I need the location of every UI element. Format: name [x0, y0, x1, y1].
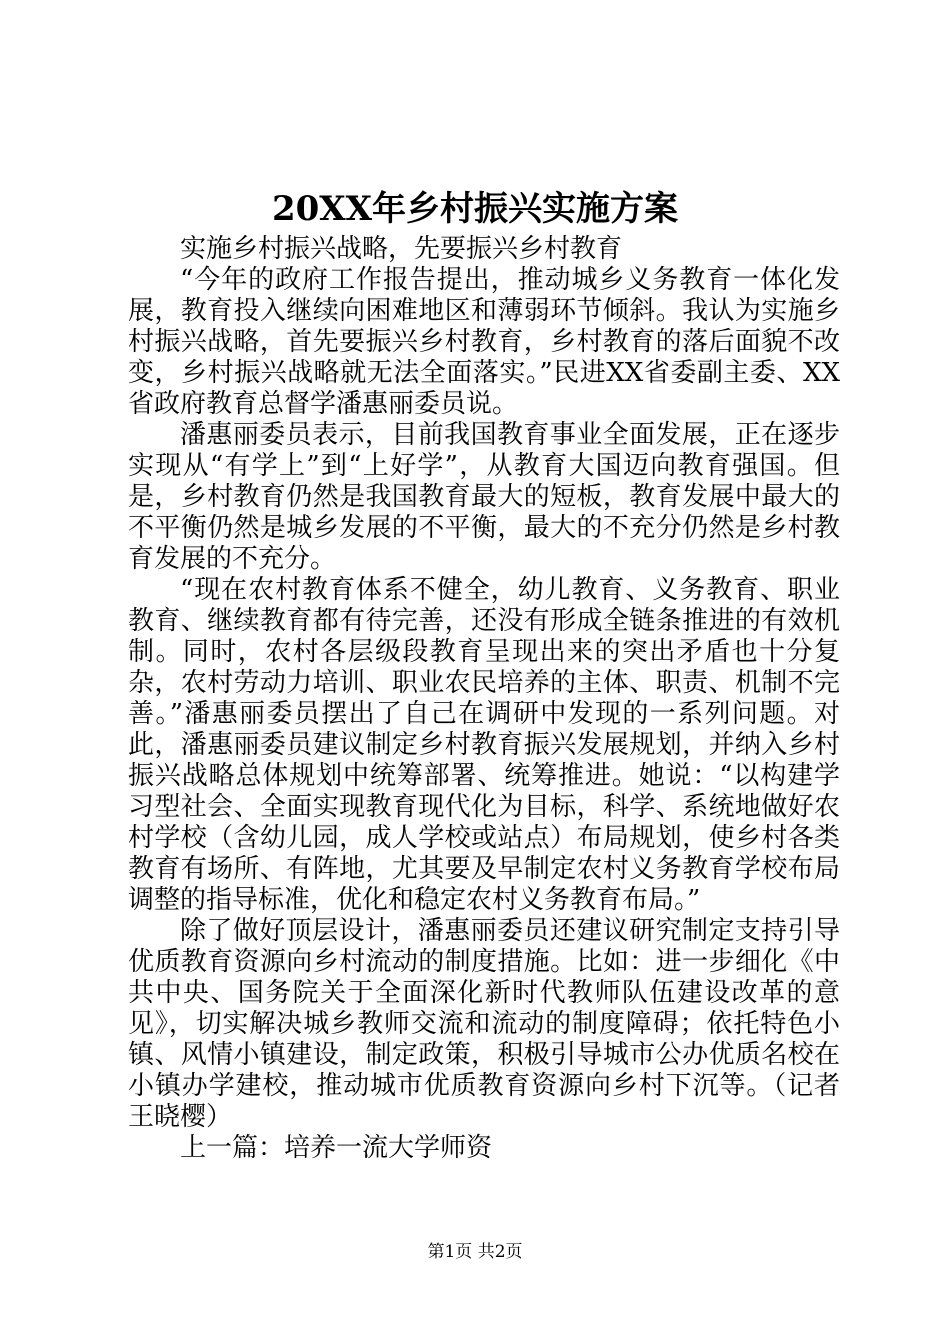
previous-article-link[interactable]: 上一篇：培养一流大学师资	[180, 1133, 493, 1163]
document-body	[128, 234, 840, 1164]
paragraph-subtitle: 实施乡村振兴战略，先要振兴乡村教育	[180, 234, 623, 264]
page-number-footer: 第1页 共2页	[427, 1242, 523, 1262]
paragraph: 除了做好顶层设计，潘惠丽委员还建议研究制定支持引导优质教育资源向乡村流动的制度措施。比如：进一步细化《中共中央、国务院关于全面深化新时代教师队伍建设改革的意见》，切实解决城乡教师交流和流动的制度障碍；依托特色小镇、风情小镇建设，制定政策，积极引导城市公办优质名校在小镇办学建校，推动城市优质教育资源向乡村下沉等。（记者王晓樱）	[128, 916, 840, 1132]
paragraph: “现在农村教育体系不健全，幼儿教育、义务教育、职业教育、继续教育都有待完善，还没有形成全链条推进的有效机制。同时，农村各层级段教育呈现出来的突出矛盾也十分复杂，农村劳动力培训、职业农民培养的主体、职责、机制不完善。”潘惠丽委员摆出了自己在调研中发现的一系列问题。对此，潘惠丽委员建议制定乡村教育振兴发展规划，并纳入乡村振兴战略总体规划中统筹部署、统筹推进。她说：“以构建学习型社会、全面实现教育现代化为目标，科学、系统地做好农村学校（含幼儿园，成人学校或站点）布局规划，使乡村各类教育有场所、有阵地，尤其要及早制定农村义务教育学校布局调整的指导标准，优化和稳定农村义务教育布局。”	[128, 575, 840, 915]
paragraph: “今年的政府工作报告提出，推动城乡义务教育一体化发展，教育投入继续向困难地区和薄弱环节倾斜。我认为实施乡村振兴战略，首先要振兴乡村教育，乡村教育的落后面貌不改变，乡村振兴战略就无法全面落实。”民进XX省委副主委、XX省政府教育总督学潘惠丽委员说。	[128, 265, 840, 419]
paragraph: 潘惠丽委员表示，目前我国教育事业全面发展，正在逐步实现从“有学上”到“上好学”，从教育大国迈向教育强国。但是，乡村教育仍然是我国教育最大的短板，教育发展中最大的不平衡仍然是城乡发展的不平衡，最大的不充分仍然是乡村教育发展的不充分。	[128, 420, 840, 574]
document-title: 20XX年乡村振兴实施方案	[271, 189, 679, 229]
